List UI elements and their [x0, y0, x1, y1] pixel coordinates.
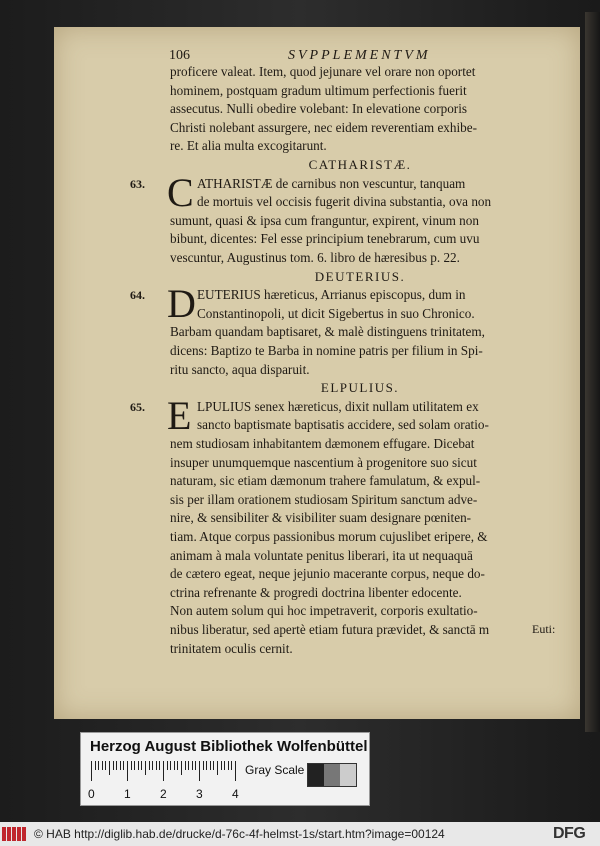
ruler-tick	[138, 761, 139, 770]
ruler-tick	[120, 761, 121, 770]
ruler-tick	[102, 761, 103, 770]
ruler-tick	[149, 761, 150, 770]
page-number: 106	[169, 48, 190, 63]
ruler-tick	[195, 761, 196, 770]
section-heading: CATHARISTÆ.	[308, 157, 412, 172]
grayscale-bar	[307, 763, 357, 787]
ruler-tick	[213, 761, 214, 770]
library-name: Herzog August Bibliothek Wolfenbüttel	[90, 738, 368, 755]
drop-cap: E	[167, 392, 192, 438]
ruler-tick	[217, 761, 218, 775]
section-number: 64.	[130, 288, 145, 303]
ruler-tick	[134, 761, 135, 770]
ruler-tick	[109, 761, 110, 775]
section-line: nibus liberatur, sed apertè etiam futura prævidet, & sanctā m	[170, 622, 490, 637]
ruler-number: 1	[124, 787, 131, 801]
ruler-tick	[235, 761, 236, 781]
intro-line: proficere valeat. Item, quod jejunare vel orare non oportet	[170, 64, 476, 79]
ruler-tick	[131, 761, 132, 770]
ruler-number: 4	[232, 787, 239, 801]
ruler-tick	[228, 761, 229, 770]
intro-line: re. Et alia multa excogitarunt.	[170, 138, 327, 154]
ruler-tick	[181, 761, 182, 775]
section-line: de mortuis vel occisis fugerit divina substantia, ova non	[197, 194, 492, 210]
grayscale-swatch	[324, 764, 340, 786]
page-edge	[585, 12, 600, 732]
section-line: ctrina refrenante & progredi doctrina libenter edocente.	[170, 584, 462, 600]
section-line: sumunt, quasi & ipsa cum franguntur, expirent, vinum non	[170, 212, 479, 228]
catchword: Euti:	[532, 622, 556, 636]
ruler-tick	[156, 761, 157, 770]
section-line: vescuntur, Augustinus tom. 6. libro de hæresibus p. 22.	[170, 250, 460, 265]
section-line: nire, & sensibiliter & visibiliter suam designare pœniten-	[170, 510, 472, 526]
intro-line: assecutus. Nulli obedire volebant: In elevatione corporis	[170, 101, 467, 117]
intro-line: Christi nolebant assurgere, nec eidem reverentiam exhibe-	[170, 119, 477, 135]
section-number: 65.	[130, 399, 145, 414]
ruler-tick	[231, 761, 232, 770]
grayscale-swatch	[340, 764, 356, 786]
ruler-number: 2	[160, 787, 167, 801]
section-heading: ELPULIUS.	[320, 380, 400, 396]
ruler-tick	[98, 761, 99, 770]
ruler-tick	[159, 761, 160, 770]
section-line: de cætero egeat, neque jejunio macerante corpus, neque do-	[170, 566, 485, 582]
ruler-tick	[221, 761, 222, 770]
section-line: ATHARISTÆ de carnibus non vescuntur, tanquam	[197, 175, 466, 191]
dfg-logo: DFG	[553, 825, 586, 842]
section-heading: DEUTERIUS.	[314, 268, 406, 284]
ruler-tick	[224, 761, 225, 770]
footer-url[interactable]: © HAB http://diglib.hab.de/drucke/d-76c-4f-helmst-1s/start.htm?image=00124	[34, 827, 445, 841]
ruler-tick	[167, 761, 168, 770]
section-line: tiam. Atque corpus passionibus morum cujuslibet eripere, &	[170, 529, 488, 544]
ruler-tick	[188, 761, 189, 770]
ruler-tick	[116, 761, 117, 770]
section-line: sis per illam orationem studiosam Spiritum sanctum adve-	[170, 491, 478, 507]
section-line: sancto baptismate baptisatis accidere, sed solam oratio-	[197, 417, 489, 433]
ruler-tick	[170, 761, 171, 770]
section-line: nem studiosam inhabitantem dæmonem effugare. Dicebat	[170, 436, 475, 451]
ruler-tick	[91, 761, 92, 781]
ruler-tick	[145, 761, 146, 775]
ruler-tick	[141, 761, 142, 770]
section-line: dicens: Baptizo te Barba in nomine patris per filium in Spi-	[170, 343, 483, 358]
section-line: trinitatem oculis cernit.	[170, 640, 293, 656]
section-line: animam à mala voluntate penitus liberari, ita ut nequaquā	[170, 547, 473, 563]
ruler-tick	[163, 761, 164, 781]
ruler-tick	[199, 761, 200, 781]
section-line: Non autem solum qui hoc impetraverit, corporis exultatio-	[170, 603, 478, 619]
section-line: Barbam quandam baptisaret, & malè distinguens trinitatem,	[170, 324, 485, 340]
drop-cap: C	[167, 169, 194, 215]
ruler-tick	[152, 761, 153, 770]
ruler-tick	[113, 761, 114, 770]
ruler-tick	[127, 761, 128, 781]
intro-line: hominem, postquam gradum ultimum perfectionis fuerit	[170, 82, 467, 98]
hab-logo-icon	[2, 827, 26, 841]
ruler-tick	[206, 761, 207, 770]
section-line: ritu sancto, aqua disparuit.	[170, 361, 310, 377]
drop-cap: D	[167, 281, 196, 327]
ruler-tick	[177, 761, 178, 770]
ruler-tick	[192, 761, 193, 770]
library-color-target	[80, 732, 370, 806]
running-title: SVPPLEMENTVM	[288, 48, 431, 63]
ruler-tick	[203, 761, 204, 770]
section-line: Constantinopoli, ut dicit Sigebertus in suo Chronico.	[197, 305, 475, 321]
section-line: bibunt, dicentes: Fel esse principium tenebrarum, cum uvu	[170, 231, 480, 247]
section-line: insuper unumquemque nascentium à progenitore suo sicut	[170, 454, 477, 470]
grayscale-label: Gray Scale	[245, 763, 305, 777]
ruler-tick	[95, 761, 96, 770]
section-number: 63.	[130, 176, 145, 191]
ruler-number: 0	[88, 787, 95, 801]
ruler-tick	[210, 761, 211, 770]
ruler-tick	[123, 761, 124, 770]
ruler	[88, 761, 241, 801]
section-line: LPULIUS senex hæreticus, dixit nullam utilitatem ex	[197, 398, 479, 414]
ruler-tick	[174, 761, 175, 770]
footer	[0, 822, 600, 846]
section-line: naturam, sic etiam dæmonum trahere famulatum, & expul-	[170, 473, 481, 489]
grayscale-swatch	[308, 764, 324, 786]
section-line: EUTERIUS hæreticus, Arrianus episcopus, dum in	[197, 287, 466, 303]
ruler-tick	[105, 761, 106, 770]
ruler-number: 3	[196, 787, 203, 801]
ruler-tick	[185, 761, 186, 770]
